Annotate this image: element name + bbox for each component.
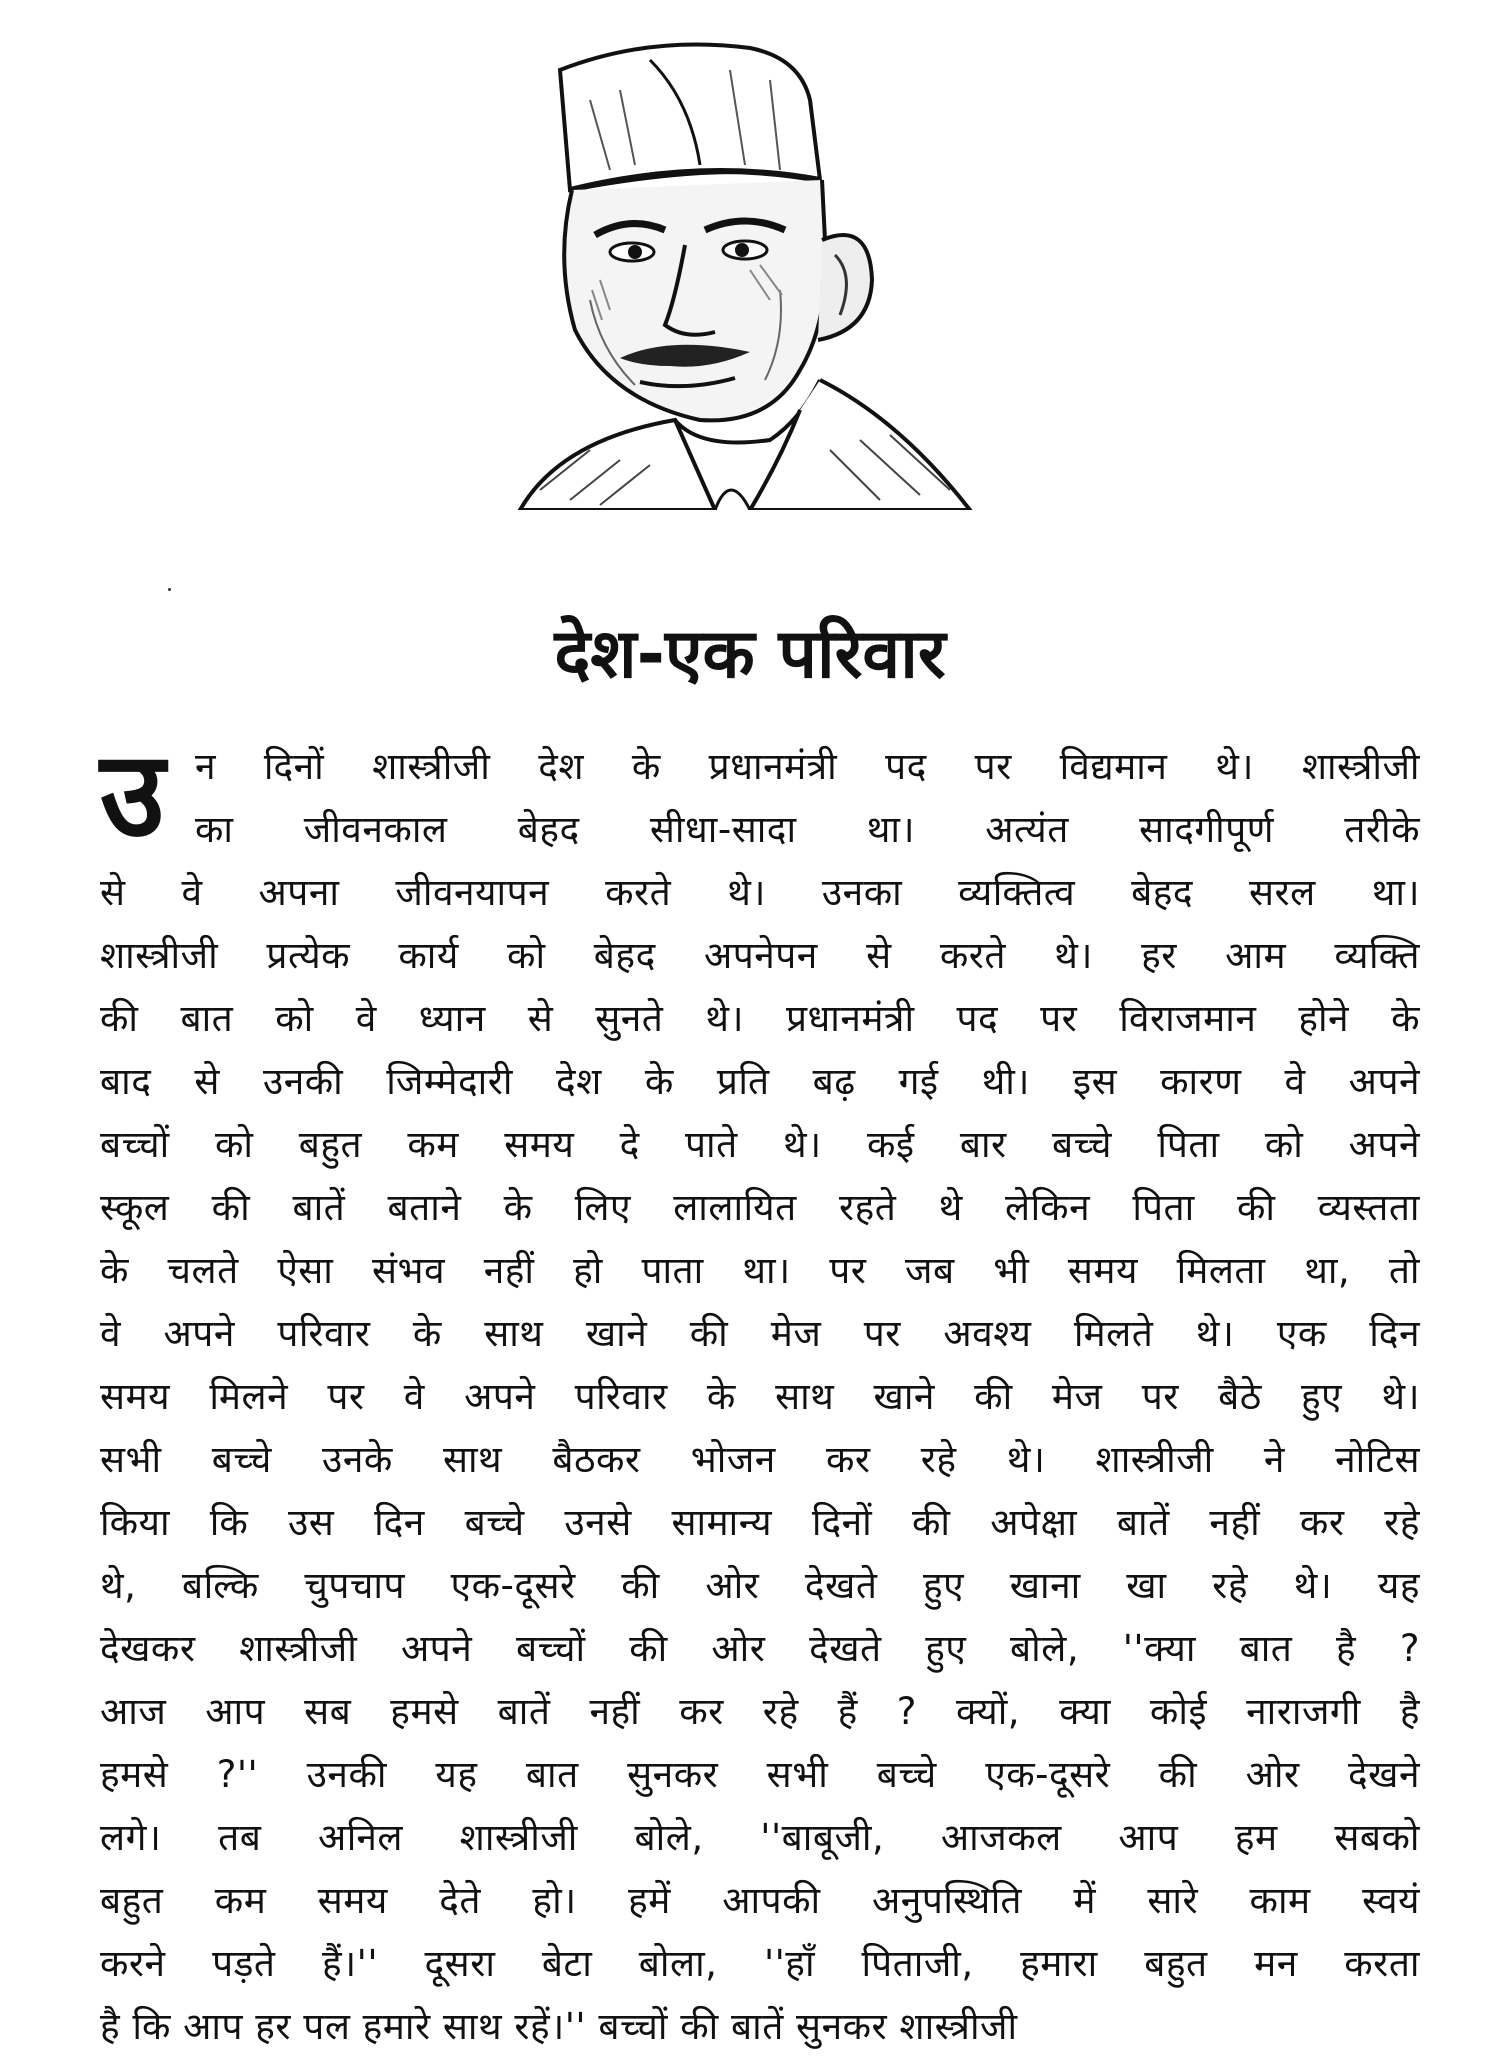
text-line: हमसे ?'' उनकी यह बात सुनकर सभी बच्चे एक-दूसरे की ओर देखने <box>100 1753 1420 1796</box>
text-line: बहुत कम समय देते हो। हमें आपकी अनुपस्थिति में सारे काम स्वयं <box>100 1879 1420 1922</box>
text-line: समय मिलने पर वे अपने परिवार के साथ खाने की मेज पर बैठे हुए थे। <box>100 1375 1420 1418</box>
text-line: सभी बच्चे उनके साथ बैठकर भोजन कर रहे थे। शास्त्रीजी ने नोटिस <box>100 1438 1420 1481</box>
text-line: से वे अपना जीवनयापन करते थे। उनका व्यक्तित्व बेहद सरल था। <box>100 871 1420 914</box>
portrait-illustration <box>500 40 1020 510</box>
text-line: किया कि उस दिन बच्चे उनसे सामान्य दिनों की अपेक्षा बातें नहीं कर रहे <box>100 1501 1420 1544</box>
text-line: बाद से उनकी जिम्मेदारी देश के प्रति बढ़ गई थी। इस कारण वे अपने <box>100 1060 1420 1103</box>
text-line: आज आप सब हमसे बातें नहीं कर रहे हैं ? क्यों, क्या कोई नाराजगी है <box>100 1690 1420 1733</box>
text-line: शास्त्रीजी प्रत्येक कार्य को बेहद अपनेपन से करते थे। हर आम व्यक्ति <box>100 934 1420 977</box>
text-line: स्कूल की बातें बताने के लिए लालायित रहते थे लेकिन पिता की व्यस्तता <box>100 1186 1420 1229</box>
text-line: की बात को वे ध्यान से सुनते थे। प्रधानमंत्री पद पर विराजमान होने के <box>100 997 1420 1040</box>
text-line: है कि आप हर पल हमारे साथ रहें।'' बच्चों की बातें सुनकर शास्त्रीजी <box>100 2005 1018 2048</box>
text-line: थे, बल्कि चुपचाप एक-दूसरे की ओर देखते हुए खाना खा रहे थे। यह <box>100 1564 1420 1607</box>
text-line: न दिनों शास्त्रीजी देश के प्रधानमंत्री पद पर विद्यमान थे। शास्त्रीजी <box>195 745 1420 788</box>
drop-cap: उ <box>100 725 165 863</box>
text-line: देखकर शास्त्रीजी अपने बच्चों की ओर देखते हुए बोले, ''क्या बात है ? <box>100 1627 1420 1670</box>
text-line: के चलते ऐसा संभव नहीं हो पाता था। पर जब भी समय मिलता था, तो <box>100 1249 1420 1292</box>
text-line: लगे। तब अनिल शास्त्रीजी बोले, ''बाबूजी, आजकल आप हम सबको <box>100 1816 1420 1859</box>
text-line: करने पड़ते हैं।'' दूसरा बेटा बोला, ''हाँ पिताजी, हमारा बहुत मन करता <box>100 1942 1420 1985</box>
page-title: देश-एक परिवार <box>554 615 946 694</box>
text-line: वे अपने परिवार के साथ खाने की मेज पर अवश्य मिलते थे। एक दिन <box>100 1312 1420 1355</box>
text-line: का जीवनकाल बेहद सीधा-सादा था। अत्यंत सादगीपूर्ण तरीके <box>195 808 1420 851</box>
text-line: बच्चों को बहुत कम समय दे पाते थे। कई बार बच्चे पिता को अपने <box>100 1123 1420 1166</box>
stray-dot <box>168 588 171 591</box>
body-paragraph <box>100 725 1420 2058</box>
